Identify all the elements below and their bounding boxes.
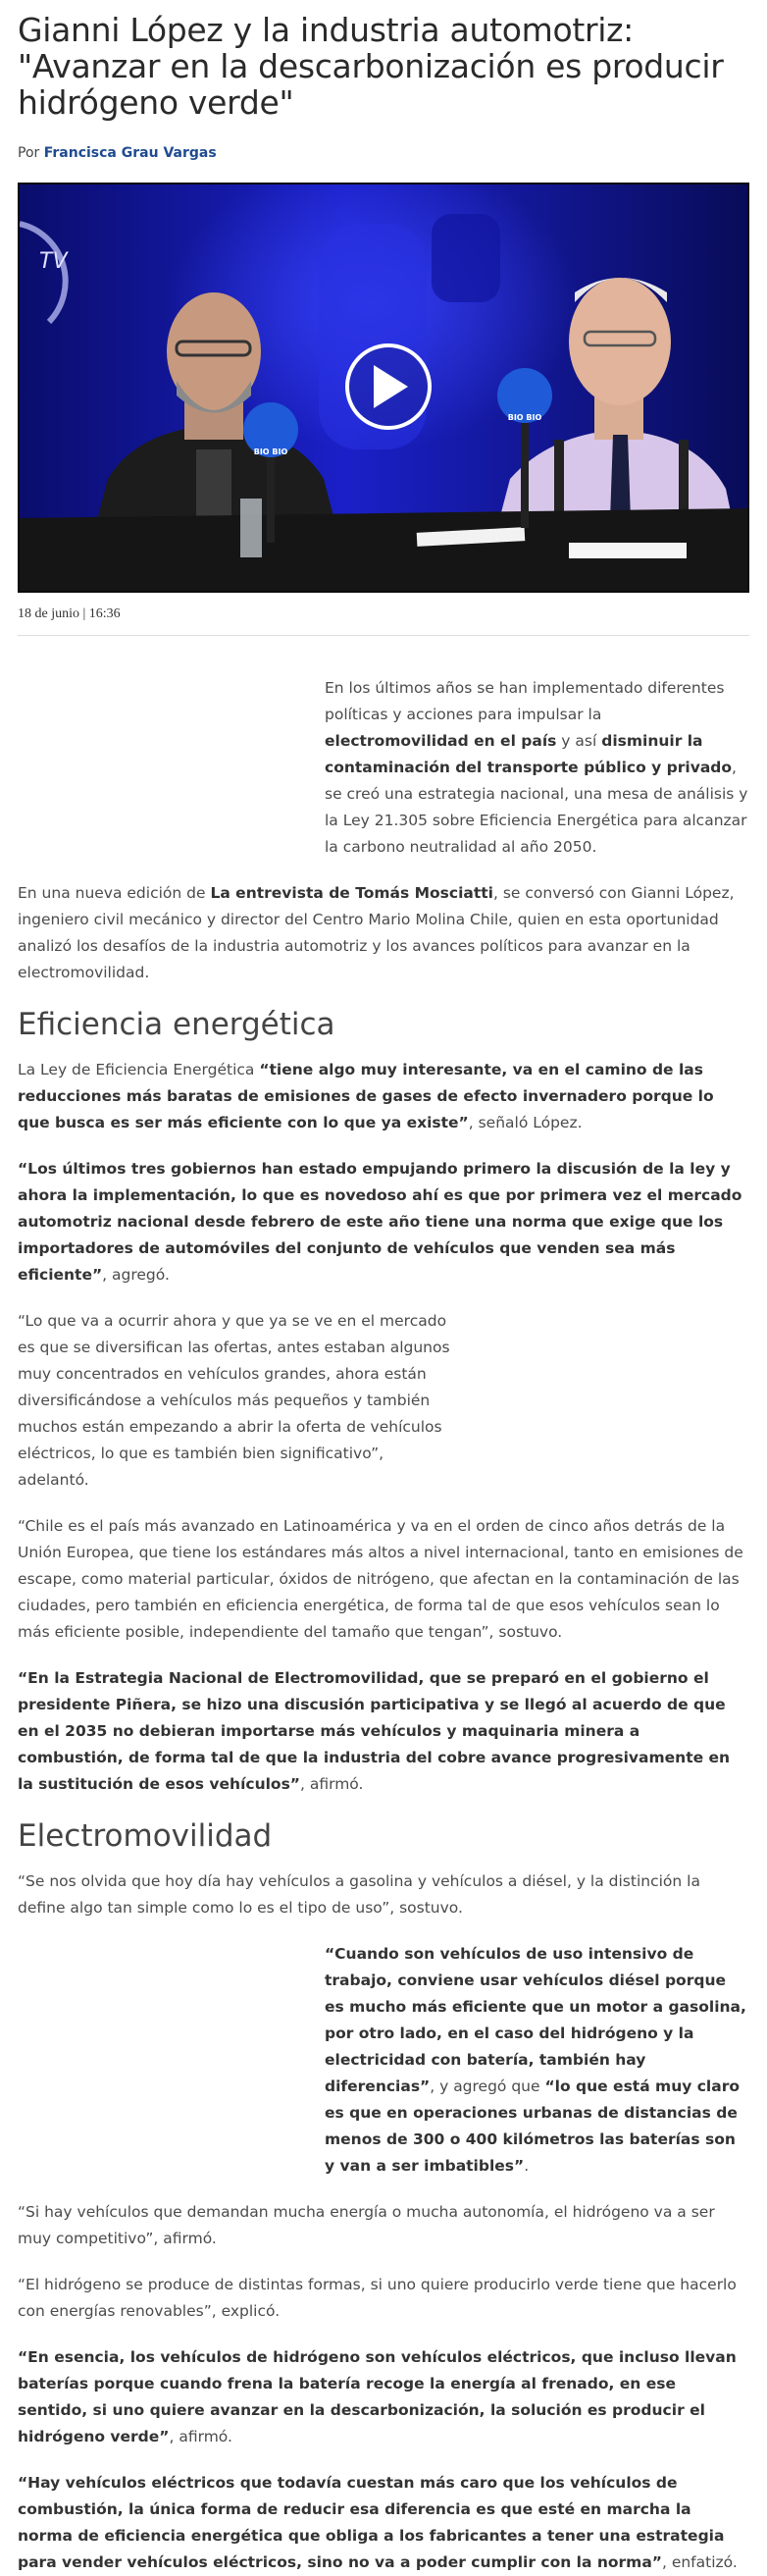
author-link[interactable]: Francisca Grau Vargas bbox=[43, 145, 217, 161]
video-thumbnail bbox=[20, 184, 747, 591]
bold-text: “Cuando son vehículos de uso intensivo de trabajo, conviene usar vehículos diésel porque es mucho más eficiente que un motor a gasolina, por otro lado, en el caso del hidrógeno y la electricidad con batería, también hay diferencias” bbox=[325, 1945, 746, 2095]
paragraph bbox=[18, 2344, 749, 2450]
section-heading-electromovilidad: Electromovilidad bbox=[18, 1818, 273, 1854]
text-run: , se creó una estrategia nacional, una mesa de análisis y la Ley 21.305 sobre Eficiencia Energética para alcanzar la carbono neutralidad al año 2050. bbox=[325, 759, 748, 856]
paragraph bbox=[18, 2199, 749, 2252]
paragraph bbox=[18, 1057, 749, 1136]
bold-text: “lo que está muy claro es que en operaciones urbanas de distancias de menos de 300 o 400 kilómetros las baterías son y van a ser imbatibles” bbox=[325, 2077, 740, 2175]
text-run: “Se nos olvida que hoy día hay vehículos a gasolina y vehículos a diésel, y la distinción la define algo tan simple como lo es el tipo de uso”, sostuvo. bbox=[18, 1872, 700, 1917]
paragraph bbox=[18, 1308, 454, 1494]
text-run: , y agregó que bbox=[430, 2077, 545, 2095]
bold-text: disminuir la contaminación del transporte público y privado bbox=[325, 732, 733, 776]
tv-watermark: TV bbox=[39, 249, 68, 274]
text-run: “Lo que va a ocurrir ahora y que ya se ve en el mercado es que se diversifican las ofertas, antes estaban algunos muy concentrados en vehículos grandes, ahora están diversificándose a vehículos más pequeños y también muchos están empezando a abrir la oferta de vehículos eléctricos, lo que es también bien significativo”, adelantó. bbox=[18, 1312, 450, 1489]
paragraph bbox=[18, 2272, 749, 2325]
paragraph bbox=[18, 1156, 749, 1288]
text-run: , señaló López. bbox=[468, 1114, 583, 1131]
text-run: , agregó. bbox=[102, 1266, 170, 1284]
byline bbox=[18, 145, 749, 161]
bold-text: “En esencia, los vehículos de hidrógeno son vehículos eléctricos, que incluso llevan baterías porque cuando frena la batería recoge la energía al frenado, en ese sentido, si uno quiere avanzar en la descarbonización, la solución es producir el hidrógeno verde” bbox=[18, 2348, 737, 2445]
text-run: , enfatizó. bbox=[661, 2553, 738, 2571]
text-run: La Ley de Eficiencia Energética bbox=[18, 1061, 260, 1078]
bold-text: “Los últimos tres gobiernos han estado empujando primero la discusión de la ley y ahora la implementación, lo que es novedoso ahí es que por primera vez el mercado automotriz nacional desde febrero de este año tiene una norma que exige que los importadores de automóviles del conjunto de vehículos que venden sea más eficiente” bbox=[18, 1160, 742, 1284]
section-heading-eficiencia: Eficiencia energética bbox=[18, 1007, 335, 1042]
paragraph bbox=[325, 675, 749, 861]
bold-text: La entrevista de Tomás Mosciatti bbox=[210, 884, 493, 902]
bold-text: “En la Estrategia Nacional de Electromovilidad, que se preparó en el gobierno el presidente Piñera, se hizo una discusión participativa y se llegó al acuerdo de que en el 2035 no debieran importarse más vehículos y maquinaria minera a combustión, de forma tal de que la industria del cobre avance progresivamente en la sustitución de esos vehículos” bbox=[18, 1669, 731, 1793]
mic-logo-left: BIO BIO bbox=[253, 447, 288, 456]
text-run: , afirmó. bbox=[169, 2428, 232, 2445]
paragraph bbox=[18, 2470, 749, 2576]
text-run: “Si hay vehículos que demandan mucha energía o mucha autonomía, el hidrógeno va a ser muy competitivo”, afirmó. bbox=[18, 2203, 715, 2247]
text-run: , se conversó con Gianni López, ingeniero civil mecánico y director del Centro Mario Molina Chile, quien en esta oportunidad analizó los desafíos de la industria automotriz y los avances políticos para avanzar en la electromovilidad. bbox=[18, 884, 735, 981]
mic-logo-right: BIO BIO bbox=[507, 413, 542, 422]
text-run: , afirmó. bbox=[299, 1775, 364, 1793]
publish-date: 18 de junio | 16:36 bbox=[18, 606, 121, 621]
bold-text: “Hay vehículos eléctricos que todavía cuestan más caro que los vehículos de combustión, la única forma de reducir esa diferencia es que esté en marcha la norma de eficiencia energética que obliga a los fabricantes a tener una estrategia para vender vehículos eléctricos, sino no va a poder cumplir con la norma” bbox=[18, 2474, 725, 2571]
paragraph bbox=[325, 1941, 749, 2180]
text-run: En los últimos años se han implementado diferentes políticas y acciones para impulsar la bbox=[325, 679, 725, 723]
text-run: “Chile es el país más avanzado en Latinoamérica y va en el orden de cinco años detrás de la Unión Europea, que tiene los estándares más altos a nivel internacional, tanto en emisiones de escape, como material particular, óxidos de nitrógeno, que afectan en la contaminación de las ciudades, pero también en eficiencia energética, de forma tal de que esos vehículos sean lo más eficiente posible, independiente del tamaño que tengan”, sostuvo. bbox=[18, 1517, 743, 1641]
bold-text: “tiene algo muy interesante, va en el camino de las reducciones más baratas de emisiones de gases de efecto invernadero porque lo que busca es ser más eficiente con lo que ya existe” bbox=[18, 1061, 714, 1131]
text-run: . bbox=[524, 2157, 530, 2175]
paragraph bbox=[18, 880, 749, 986]
text-run: y así bbox=[556, 732, 602, 750]
play-icon[interactable] bbox=[347, 345, 430, 428]
paragraph bbox=[18, 1868, 749, 1921]
bold-text: electromovilidad en el país bbox=[325, 732, 557, 750]
paragraph bbox=[18, 1513, 749, 1646]
text-run: “El hidrógeno se produce de distintas formas, si uno quiere producirlo verde tiene que hacerlo con energías renovables”, explicó. bbox=[18, 2276, 737, 2320]
article-title: Gianni López y la industria automotriz: "Avanzar en la descarbonización es producir hidrógeno verde" bbox=[18, 11, 724, 122]
text-run: En una nueva edición de bbox=[18, 884, 211, 902]
paragraph bbox=[18, 1665, 749, 1798]
byline-prefix: Por bbox=[18, 145, 40, 161]
video-player[interactable] bbox=[18, 183, 749, 593]
